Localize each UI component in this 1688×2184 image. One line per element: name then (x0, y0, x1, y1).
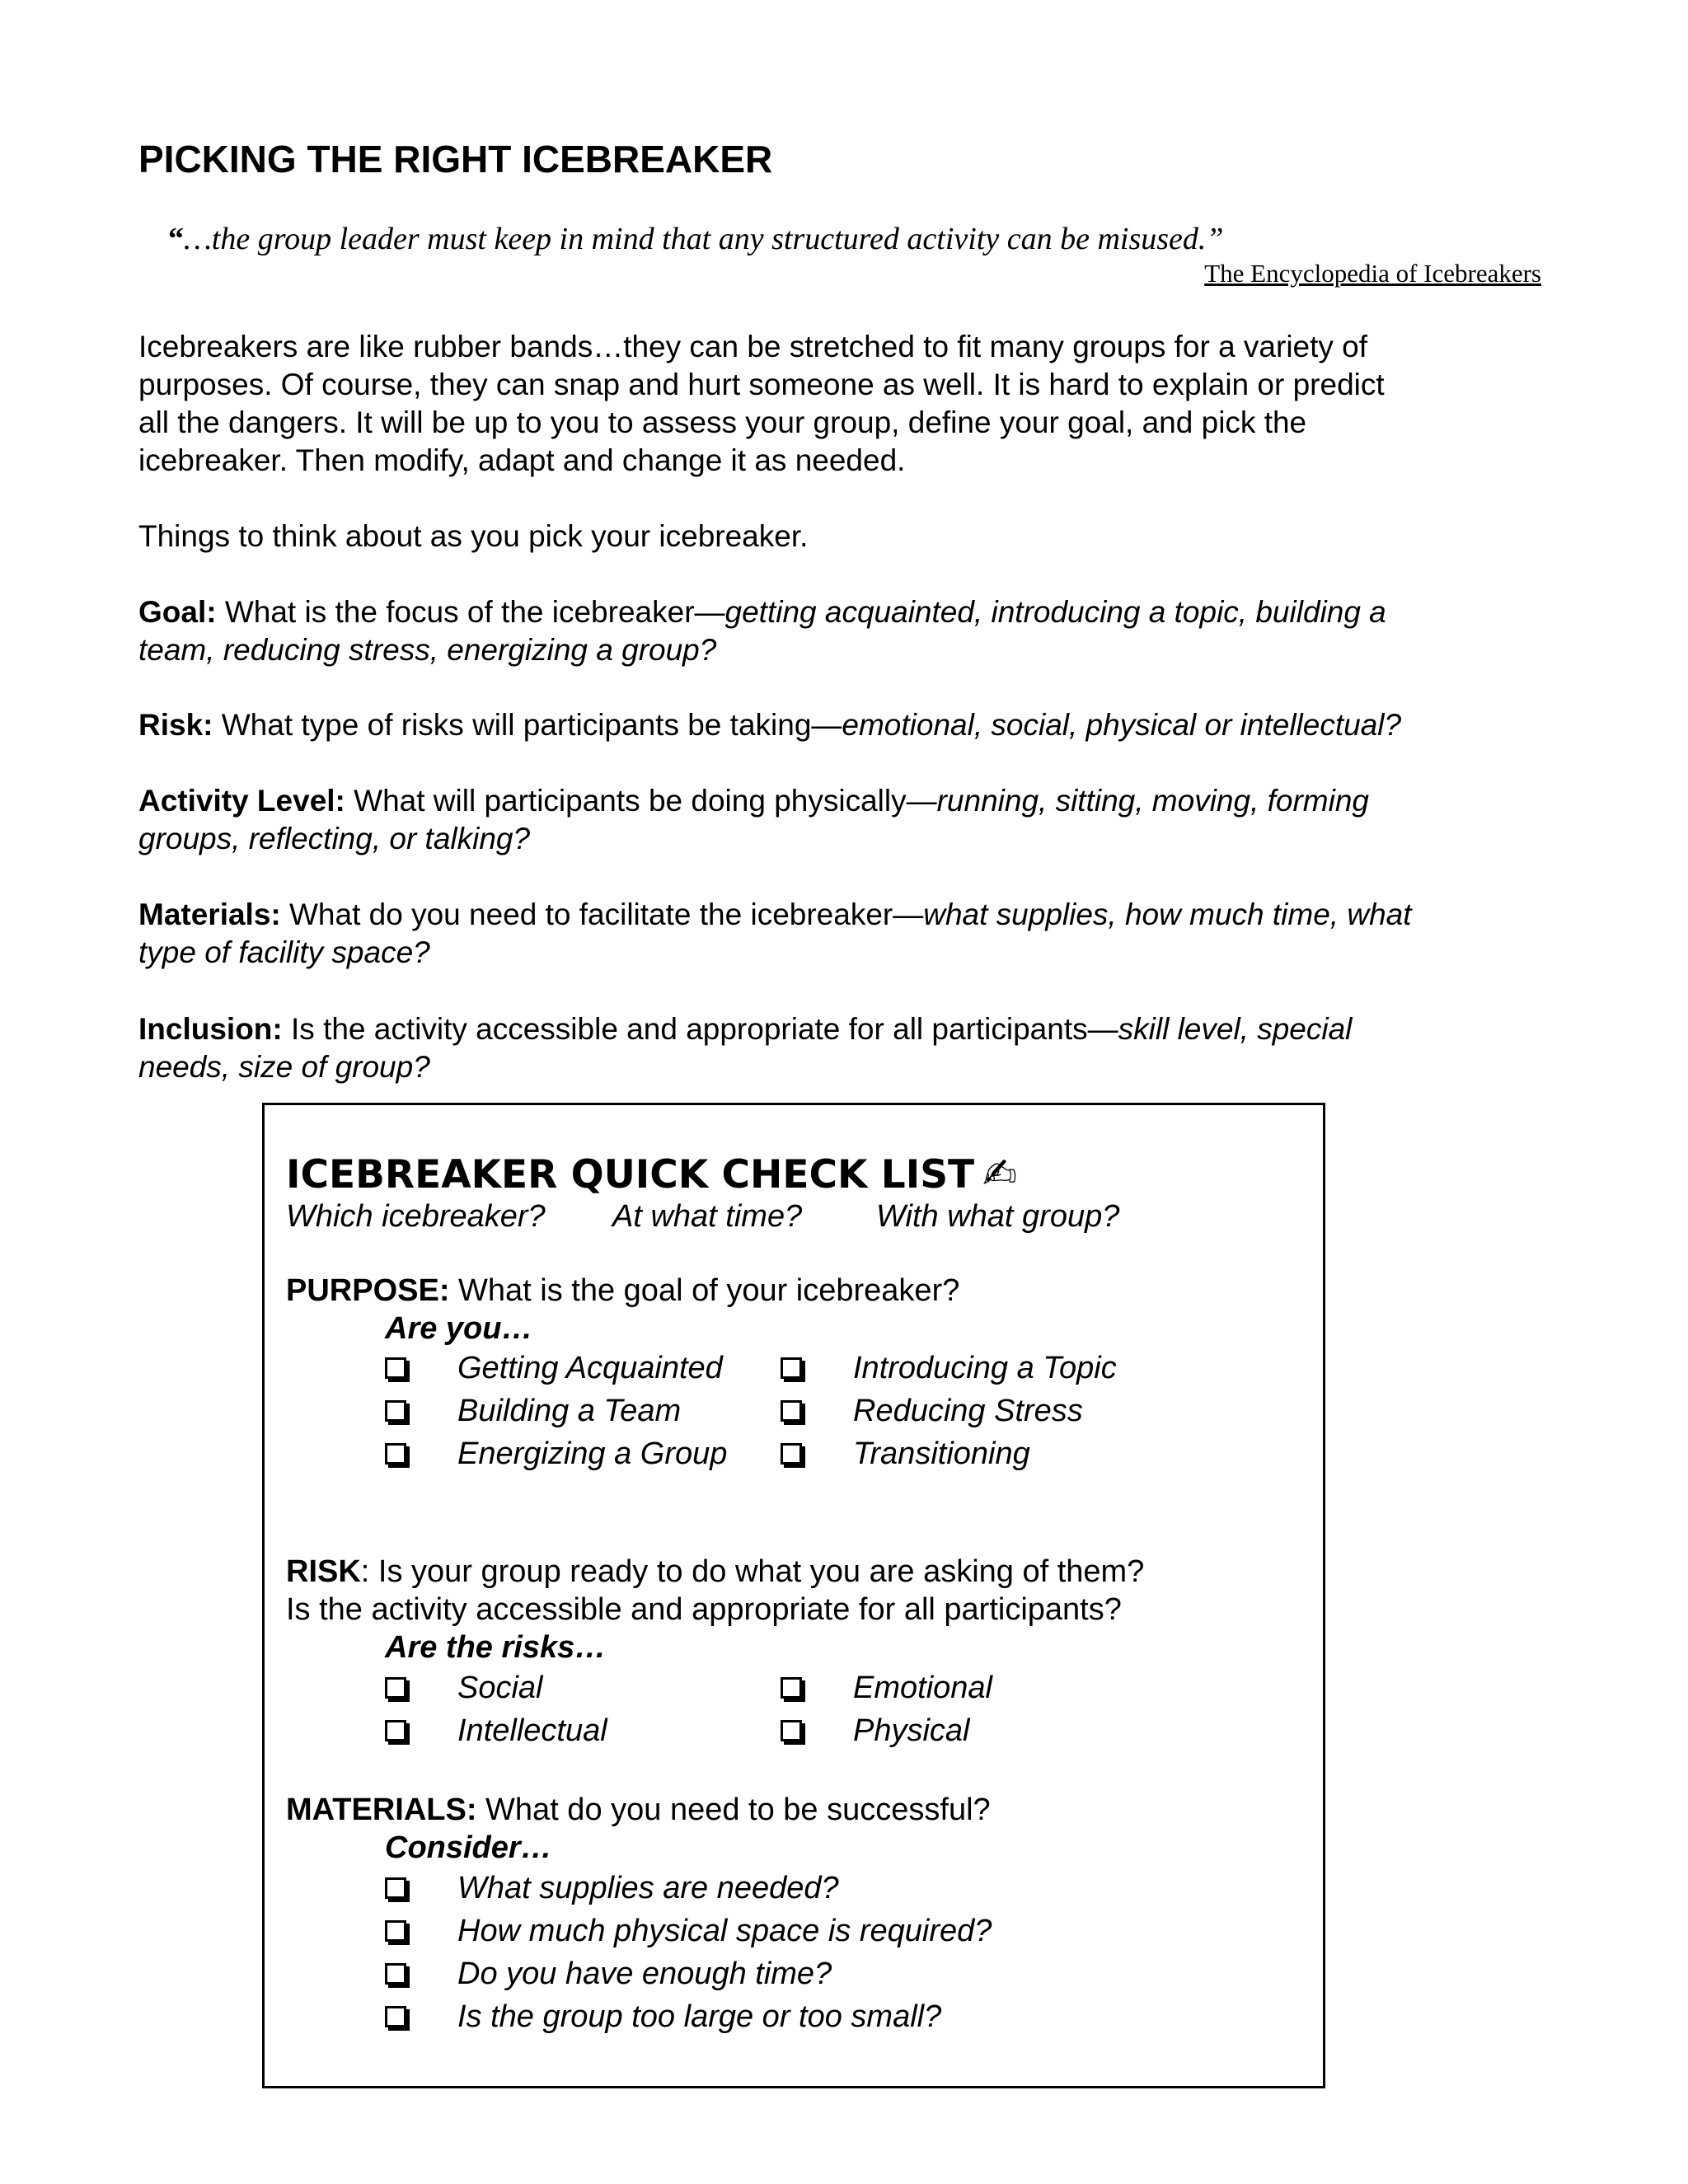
inclusion-examples-cont: needs, size of group? (138, 1050, 430, 1084)
goal-examples: getting acquainted, introducing a topic, building a (724, 595, 1386, 629)
risk-label: Risk: (138, 708, 213, 742)
checkbox-icon[interactable] (385, 1357, 406, 1379)
checkbox-label: Physical (853, 1713, 970, 1748)
materials-check-text: What do you need to be successful? (476, 1793, 991, 1827)
risk-text: What type of risks will participants be taking— (213, 708, 842, 742)
consideration-risk (138, 706, 1556, 744)
goal-label: Goal: (138, 595, 217, 629)
quote-text: …the group leader must keep in mind that any structured activity can be misused.” (184, 222, 1224, 256)
checkbox-icon[interactable] (781, 1357, 802, 1379)
checkbox-label: Do you have enough time? (457, 1957, 832, 1991)
activity-examples: running, sitting, moving, forming (936, 784, 1370, 818)
checkbox-label: Introducing a Topic (853, 1351, 1117, 1385)
materials-text: What do you need to facilitate the icebreaker— (280, 898, 924, 931)
checkbox-icon[interactable] (385, 1443, 406, 1465)
risk-line2: Is the activity accessible and appropriate for all participants? (286, 1592, 1122, 1627)
risk-check-text: : Is your group ready to do what you are asking of them? (360, 1554, 1145, 1589)
purpose-heading (286, 1272, 959, 1310)
question-which: Which icebreaker? (286, 1199, 546, 1234)
inclusion-examples: skill level, special (1118, 1012, 1353, 1046)
materials-examples: what supplies, how much time, what (923, 898, 1412, 931)
checkbox-label: What supplies are needed? (457, 1871, 839, 1905)
consideration-materials (138, 896, 1556, 972)
checkbox-label: Getting Acquainted (457, 1351, 723, 1385)
checkbox-label: Energizing a Group (457, 1436, 728, 1471)
consideration-activity (138, 782, 1556, 858)
consideration-inclusion (138, 1010, 1556, 1086)
checkbox-label: Building a Team (457, 1394, 682, 1428)
purpose-label: PURPOSE: (286, 1273, 450, 1308)
goal-examples-cont: team, reducing stress, energizing a group? (138, 633, 717, 667)
activity-label: Activity Level: (138, 784, 345, 818)
checkbox-label: Transitioning (853, 1436, 1030, 1471)
quote-source: The Encyclopedia of Icebreakers (1204, 259, 1541, 288)
risk-check-label: RISK (286, 1554, 361, 1589)
goal-text: What is the focus of the icebreaker— (216, 595, 725, 629)
think-line: Things to think about as you pick your icebreaker. (138, 519, 809, 553)
checkbox-label: How much physical space is required? (457, 1914, 992, 1948)
checkbox-icon[interactable] (385, 1963, 406, 1985)
intro-line: Icebreakers are like rubber bands…they can be stretched to fit many groups for a variety of (138, 330, 1368, 363)
checkbox-icon[interactable] (781, 1400, 802, 1422)
epigraph-quote (168, 221, 1224, 257)
inclusion-text: Is the activity accessible and appropriate for all participants— (282, 1012, 1118, 1046)
purpose-text: What is the goal of your icebreaker? (449, 1273, 960, 1308)
materials-label: Materials: (138, 898, 281, 931)
intro-paragraph (138, 328, 1556, 480)
checkbox-icon[interactable] (385, 1400, 406, 1422)
checklist-questions (286, 1199, 1119, 1235)
checklist-title-text: ICEBREAKER QUICK CHECK LIST (286, 1152, 975, 1197)
checkbox-icon[interactable] (781, 1720, 802, 1741)
checkbox-label: Intellectual (457, 1713, 607, 1748)
checklist-title (286, 1150, 1017, 1197)
checkbox-icon[interactable] (781, 1443, 802, 1465)
intro-line: icebreaker. Then modify, adapt and change it as needed. (138, 443, 906, 477)
materials-heading (286, 1791, 991, 1829)
materials-examples-cont: type of facility space? (138, 935, 430, 969)
writing-hand-icon: ✍ (982, 1150, 1018, 1197)
intro-line: purposes. Of course, they can snap and hurt someone as well. It is hard to explain or predict (138, 368, 1385, 401)
purpose-subheading: Are you… (385, 1311, 533, 1346)
question-group: With what group? (876, 1199, 1120, 1234)
quote-open-mark: “ (168, 222, 184, 256)
intro-line: all the dangers. It will be up to you to assess your group, define your goal, and pick the (138, 405, 1307, 439)
checkbox-icon[interactable] (385, 1720, 406, 1741)
quick-check-list-box (262, 1103, 1325, 2088)
checkbox-icon[interactable] (385, 1677, 406, 1699)
page-title: PICKING THE RIGHT ICEBREAKER (138, 138, 773, 180)
checkbox-icon[interactable] (385, 1877, 406, 1899)
activity-text: What will participants be doing physically— (345, 784, 937, 818)
checkbox-icon[interactable] (385, 1920, 406, 1942)
checkbox-label: Emotional (853, 1671, 992, 1705)
risk-examples: emotional, social, physical or intellectual? (842, 708, 1402, 742)
materials-check-label: MATERIALS: (286, 1793, 477, 1827)
risk-subheading: Are the risks… (385, 1630, 607, 1665)
question-when: At what time? (612, 1199, 803, 1234)
risk-heading (286, 1553, 1144, 1591)
checkbox-label: Reducing Stress (853, 1394, 1083, 1428)
inclusion-label: Inclusion: (138, 1012, 283, 1046)
activity-examples-cont: groups, reflecting, or talking? (138, 822, 531, 855)
checkbox-label: Is the group too large or too small? (457, 1999, 942, 2034)
materials-subheading: Consider… (385, 1830, 552, 1865)
checkbox-icon[interactable] (781, 1677, 802, 1699)
checkbox-label: Social (457, 1671, 543, 1705)
checkbox-icon[interactable] (385, 2006, 406, 2027)
consideration-goal (138, 593, 1556, 669)
